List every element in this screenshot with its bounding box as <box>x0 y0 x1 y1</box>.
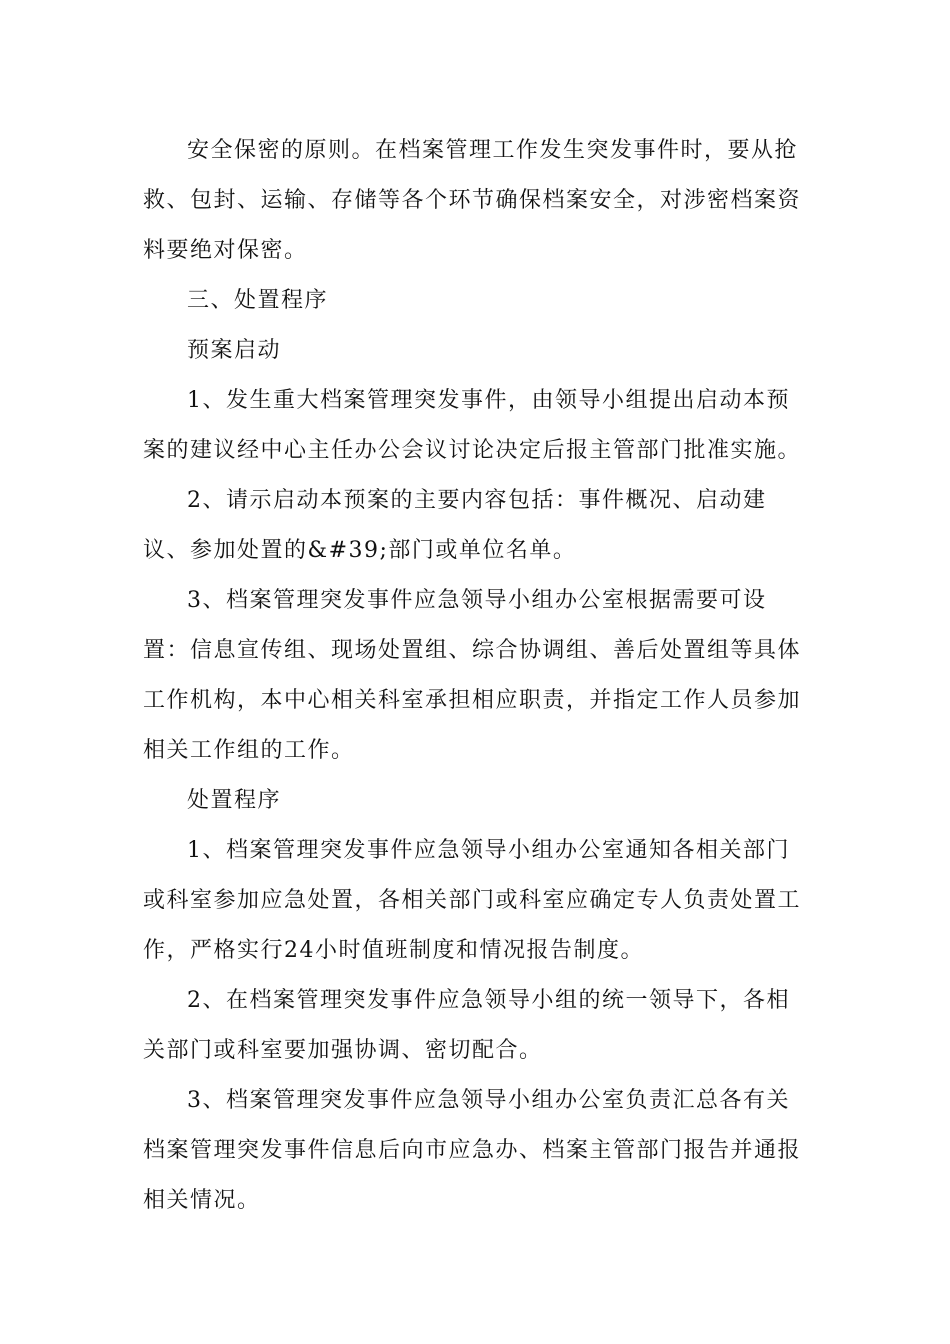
paragraph-start-2: 2、请示启动本预案的主要内容包括：事件概况、启动建议、参加处置的&#39;部门或单位名单。 <box>143 488 767 563</box>
paragraph-procedure-3: 3、档案管理突发事件应急领导小组办公室负责汇总各有关档案管理突发事件信息后向市应急办、档案主管部门报告并通报相关情况。 <box>143 1088 802 1213</box>
subheading-plan-start: 预案启动 <box>187 338 282 363</box>
paragraph-start-1: 1、发生重大档案管理突发事件，由领导小组提出启动本预案的建议经中心主任办公会议讨论决定后报主管部门批准实施。 <box>143 388 802 463</box>
subheading-procedure: 处置程序 <box>187 788 282 813</box>
paragraph-procedure-2: 2、在档案管理突发事件应急领导小组的统一领导下，各相关部门或科室要加强协调、密切配合。 <box>143 988 790 1063</box>
paragraph-procedure-1: 1、档案管理突发事件应急领导小组办公室通知各相关部门或科室参加应急处置，各相关部门或科室应确定专人负责处置工作，严格实行24小时值班制度和情况报告制度。 <box>143 838 802 963</box>
paragraph-start-3: 3、档案管理突发事件应急领导小组办公室根据需要可设置：信息宣传组、现场处置组、综合协调组、善后处置组等具体工作机构，本中心相关科室承担相应职责，并指定工作人员参加相关工作组的工作。 <box>143 588 802 763</box>
section-heading: 三、处置程序 <box>187 288 329 313</box>
document-body <box>143 126 811 1226</box>
paragraph-principle: 安全保密的原则。在档案管理工作发生突发事件时，要从抢救、包封、运输、存储等各个环节确保档案安全，对涉密档案资料要绝对保密。 <box>143 138 802 263</box>
